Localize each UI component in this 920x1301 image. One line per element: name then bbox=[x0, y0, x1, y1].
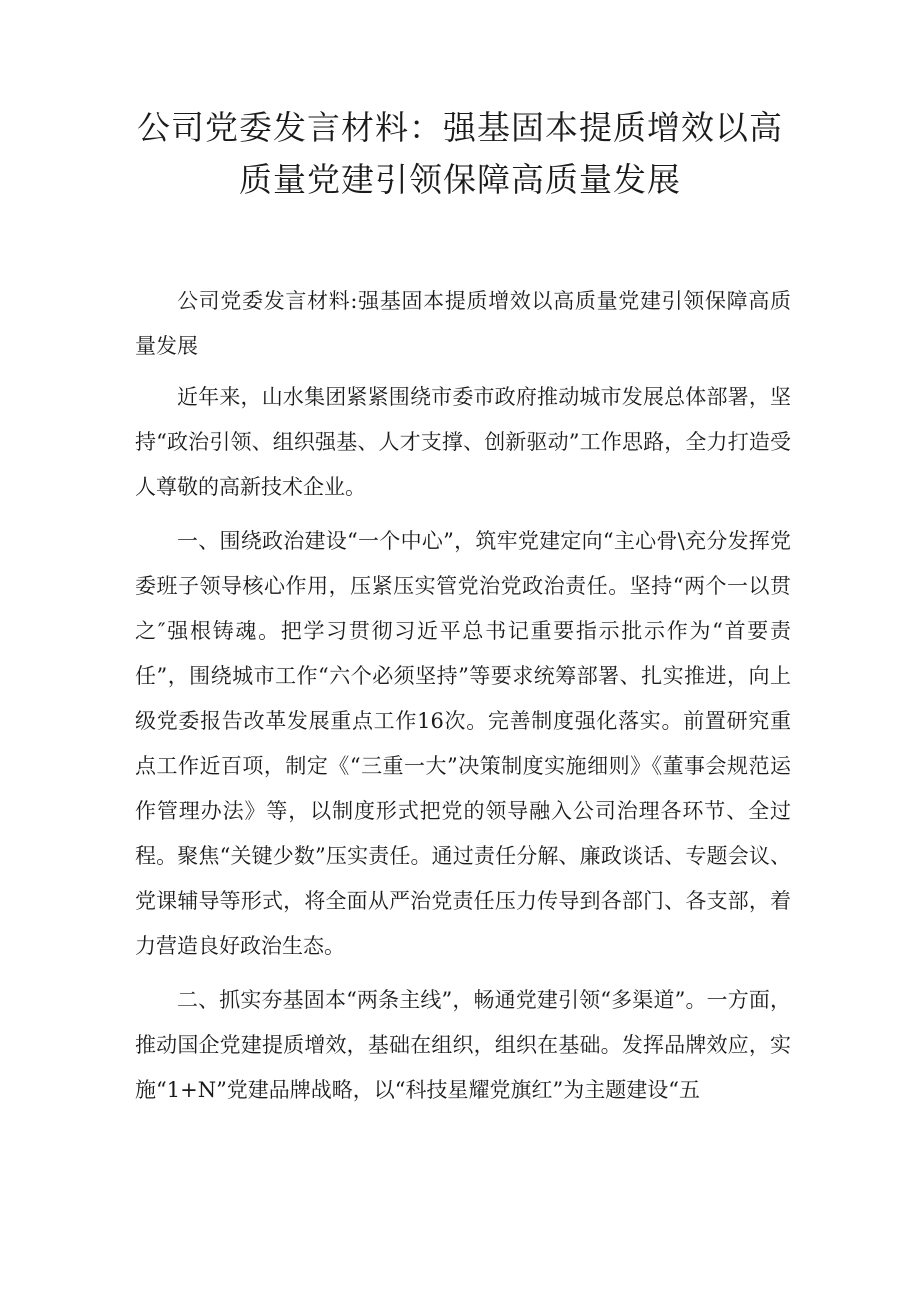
document-title: 公司党委发言材料：强基固本提质增效以高质量党建引领保障高质量发展 bbox=[137, 108, 783, 199]
paragraph-subtitle: 公司党委发言材料:强基固本提质增效以高质量党建引领保障高质量发展 bbox=[135, 289, 791, 358]
document-body bbox=[135, 279, 791, 1122]
paragraph-section-one: 一、围绕政治建设“一个中心”，筑牢党建定向“主心骨\充分发挥党委班子领导核心作用，压紧压实管党治党政治责任。坚持“两个一以贯之″强根铸魂。把学习贯彻习近平总书记重要指示批示作为“首要责任”，围绕城市工作“六个必须坚持”等要求统筹部署、扎实推进，向上级党委报告改革发展重点工作16次。完善制度强化落实。前置研究重点工作近百项，制定《“三重一大”决策制度实施细则》《董事会规范运作管理办法》等，以制度形式把党的领导融入公司治理各环节、全过程。聚焦“关键少数”压实责任。通过责任分解、廉政谈话、专题会议、党课辅导等形式，将全面从严治党责任压力传导到各部门、各支部，着力营造良好政治生态。 bbox=[135, 529, 791, 958]
paragraph-intro: 近年来，山水集团紧紧围绕市委市政府推动城市发展总体部署，坚持“政治引领、组织强基、人才支撑、创新驱动”工作思路，全力打造受人尊敬的高新技术企业。 bbox=[135, 385, 791, 499]
paragraph-section-two: 二、抓实夯基固本“两条主线”，畅通党建引领“多渠道”。一方面，推动国企党建提质增效，基础在组织，组织在基础。发挥品牌效应，实施“1+N”党建品牌战略，以“科技星耀党旗红”为主题建设“五 bbox=[135, 988, 791, 1102]
